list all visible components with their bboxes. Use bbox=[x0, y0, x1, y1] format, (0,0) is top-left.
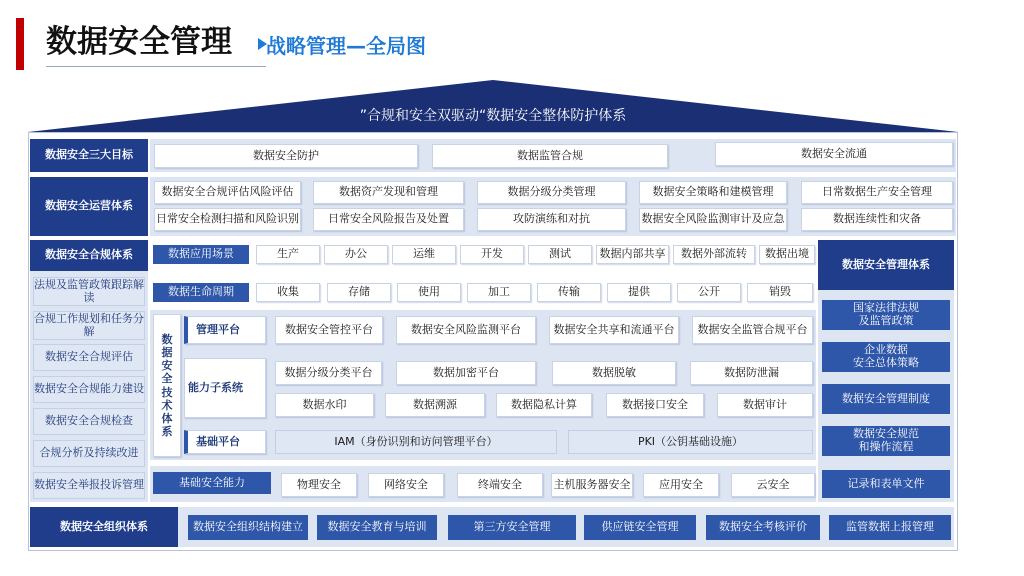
goal-item: 数据安全防护 bbox=[154, 144, 418, 168]
goals-label: 数据安全三大目标 bbox=[30, 139, 148, 172]
scene-item: 生产 bbox=[256, 245, 320, 264]
management-item: 国家法律法规 及监管政策 bbox=[822, 300, 950, 330]
basic-item: 主机服务器安全 bbox=[551, 473, 633, 497]
capability-item: 数据脱敏 bbox=[552, 361, 676, 385]
compliance-label: 数据安全合规体系 bbox=[30, 240, 148, 271]
scene-item: 办公 bbox=[324, 245, 388, 264]
management-item: 数据安全规范 和操作流程 bbox=[822, 426, 950, 456]
scene-item: 运维 bbox=[392, 245, 456, 264]
lifecycle-item: 传输 bbox=[537, 283, 601, 302]
capability-item: 数据加密平台 bbox=[396, 361, 536, 385]
organization-item: 第三方安全管理 bbox=[448, 515, 576, 540]
goal-item: 数据监管合规 bbox=[432, 144, 668, 168]
basic-item: 网络安全 bbox=[368, 473, 444, 497]
scene-item: 数据内部共享 bbox=[596, 245, 669, 264]
header-divider bbox=[46, 66, 266, 67]
organization-item: 监管数据上报管理 bbox=[829, 515, 951, 540]
goal-item: 数据安全流通 bbox=[715, 142, 953, 166]
lifecycle-item: 加工 bbox=[467, 283, 531, 302]
organization-label: 数据安全组织体系 bbox=[30, 507, 178, 547]
basic-item: 终端安全 bbox=[457, 473, 543, 497]
page-title: 数据安全管理 bbox=[46, 24, 232, 60]
basic-item: 应用安全 bbox=[643, 473, 719, 497]
compliance-item: 数据安全合规检查 bbox=[33, 408, 145, 435]
base-platform-label: 基础平台 bbox=[184, 430, 266, 454]
operations-item: 数据连续性和灾备 bbox=[801, 208, 953, 231]
operations-item: 日常数据生产安全管理 bbox=[801, 181, 953, 204]
capability-item: 数据接口安全 bbox=[606, 393, 704, 417]
compliance-item: 数据安全合规评估 bbox=[33, 344, 145, 371]
capability-item: 数据水印 bbox=[275, 393, 374, 417]
tech-label: 数据安全技术体系 bbox=[153, 314, 181, 457]
management-item: 企业数据 安全总体策略 bbox=[822, 342, 950, 372]
organization-item: 供应链安全管理 bbox=[584, 515, 696, 540]
capability-item: 数据审计 bbox=[717, 393, 813, 417]
organization-item: 数据安全组织结构建立 bbox=[188, 515, 308, 540]
roof-title: ”合规和安全双驱动“数据安全整体防护体系 bbox=[359, 108, 627, 124]
basic-label: 基础安全能力 bbox=[153, 472, 271, 494]
operations-item: 数据安全风险监测审计及应急 bbox=[639, 208, 787, 231]
basic-item: 物理安全 bbox=[281, 473, 357, 497]
mgmt-platform-item: 数据安全监管合规平台 bbox=[692, 316, 813, 344]
capability-item: 数据防泄漏 bbox=[690, 361, 813, 385]
lifecycle-item: 公开 bbox=[677, 283, 741, 302]
lifecycle-item: 存储 bbox=[327, 283, 391, 302]
scenes-label: 数据应用场景 bbox=[153, 245, 249, 264]
operations-label: 数据安全运营体系 bbox=[30, 177, 148, 236]
base-platform-item: IAM（身份识别和访问管理平台） bbox=[275, 430, 557, 454]
compliance-item: 合规分析及持续改进 bbox=[33, 440, 145, 467]
scene-item: 测试 bbox=[528, 245, 592, 264]
management-item: 记录和表单文件 bbox=[822, 470, 950, 498]
compliance-item: 法规及监管政策跟踪解读 bbox=[33, 277, 145, 306]
scene-item: 数据出境 bbox=[759, 245, 815, 264]
capability-item: 数据分级分类平台 bbox=[275, 361, 382, 385]
capability-item: 数据溯源 bbox=[385, 393, 485, 417]
scene-item: 数据外部流转 bbox=[673, 245, 755, 264]
capability-label: 能力子系统 bbox=[184, 358, 266, 418]
operations-item: 日常安全检测扫描和风险识别 bbox=[154, 208, 301, 231]
mgmt-platform-item: 数据安全风险监测平台 bbox=[396, 316, 536, 344]
lifecycle-item: 销毁 bbox=[747, 283, 813, 302]
management-item: 数据安全管理制度 bbox=[822, 384, 950, 414]
operations-item: 数据资产发现和管理 bbox=[313, 181, 464, 204]
compliance-item: 数据安全合规能力建设 bbox=[33, 376, 145, 403]
operations-item: 攻防演练和对抗 bbox=[477, 208, 626, 231]
management-label: 数据安全管理体系 bbox=[818, 240, 954, 290]
operations-item: 数据安全策略和建模管理 bbox=[639, 181, 787, 204]
compliance-item: 数据安全举报投诉管理 bbox=[33, 472, 145, 499]
lifecycle-label: 数据生命周期 bbox=[153, 283, 249, 302]
organization-item: 数据安全教育与培训 bbox=[317, 515, 437, 540]
basic-item: 云安全 bbox=[731, 473, 815, 497]
operations-item: 日常安全风险报告及处置 bbox=[313, 208, 464, 231]
mgmt-platform-item: 数据安全共享和流通平台 bbox=[549, 316, 679, 344]
lifecycle-item: 收集 bbox=[256, 283, 320, 302]
mgmt-platform-label: 管理平台 bbox=[184, 316, 266, 344]
capability-item: 数据隐私计算 bbox=[496, 393, 592, 417]
operations-item: 数据安全合规评估风险评估 bbox=[154, 181, 301, 204]
lifecycle-item: 提供 bbox=[607, 283, 671, 302]
header-accent-bar bbox=[16, 18, 24, 70]
organization-item: 数据安全考核评价 bbox=[706, 515, 820, 540]
lifecycle-item: 使用 bbox=[397, 283, 461, 302]
mgmt-platform-item: 数据安全管控平台 bbox=[275, 316, 383, 344]
compliance-item: 合规工作规划和任务分解 bbox=[33, 311, 145, 340]
operations-item: 数据分级分类管理 bbox=[477, 181, 626, 204]
scene-item: 开发 bbox=[460, 245, 524, 264]
base-platform-item: PKI（公钥基础设施） bbox=[568, 430, 813, 454]
page-subtitle: 战略管理—全局图 bbox=[266, 34, 426, 58]
